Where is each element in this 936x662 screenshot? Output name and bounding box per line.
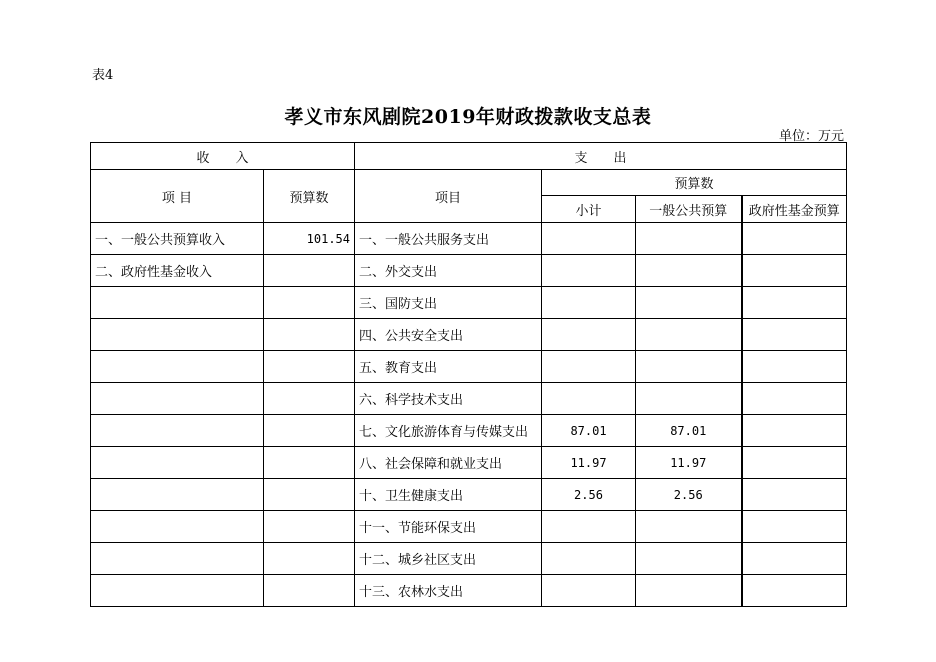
subtotal-cell xyxy=(542,511,636,543)
table-row xyxy=(91,287,847,319)
subtotal-cell: 87.01 xyxy=(542,415,636,447)
expense-item-cell: 七、文化旅游体育与传媒支出 xyxy=(355,415,542,447)
income-budget-cell xyxy=(264,479,355,511)
income-item-cell xyxy=(91,319,264,351)
subtotal-cell xyxy=(542,383,636,415)
income-budget-header: 预算数 xyxy=(264,170,355,223)
subtotal-cell xyxy=(542,319,636,351)
general-budget-cell: 2.56 xyxy=(636,479,742,511)
income-item-cell xyxy=(91,351,264,383)
fund-budget-cell xyxy=(742,575,847,607)
fund-budget-cell xyxy=(742,351,847,383)
budget-table xyxy=(90,142,847,607)
income-item-cell xyxy=(91,287,264,319)
subtotal-cell xyxy=(542,575,636,607)
expense-item-cell: 一、一般公共服务支出 xyxy=(355,223,542,255)
income-item-cell: 二、政府性基金收入 xyxy=(91,255,264,287)
income-header: 收 入 xyxy=(91,143,355,170)
sheet-label: 表4 xyxy=(92,68,114,83)
expense-item-cell: 六、科学技术支出 xyxy=(355,383,542,415)
fund-budget-cell xyxy=(742,287,847,319)
expense-item-header: 项目 xyxy=(355,170,542,223)
income-item-cell xyxy=(91,383,264,415)
income-item-cell xyxy=(91,447,264,479)
general-budget-header: 一般公共预算 xyxy=(636,196,742,223)
expense-item-cell: 八、社会保障和就业支出 xyxy=(355,447,542,479)
header-row-2 xyxy=(91,170,847,196)
income-item-cell xyxy=(91,543,264,575)
subtotal-cell xyxy=(542,223,636,255)
expense-item-cell: 十三、农林水支出 xyxy=(355,575,542,607)
general-budget-cell xyxy=(636,255,742,287)
income-item-cell xyxy=(91,511,264,543)
income-budget-cell xyxy=(264,319,355,351)
income-item-cell: 一、一般公共预算收入 xyxy=(91,223,264,255)
table-row xyxy=(91,255,847,287)
income-budget-cell xyxy=(264,543,355,575)
header-row-1 xyxy=(91,143,847,170)
fund-budget-cell xyxy=(742,447,847,479)
income-budget-cell xyxy=(264,575,355,607)
fund-budget-cell xyxy=(742,319,847,351)
income-budget-cell xyxy=(264,287,355,319)
expense-header: 支 出 xyxy=(355,143,847,170)
subtotal-cell: 2.56 xyxy=(542,479,636,511)
general-budget-cell xyxy=(636,383,742,415)
subtotal-cell xyxy=(542,255,636,287)
table-row xyxy=(91,223,847,255)
fund-budget-cell xyxy=(742,223,847,255)
general-budget-cell xyxy=(636,319,742,351)
table-row xyxy=(91,479,847,511)
income-budget-cell: 101.54 xyxy=(264,223,355,255)
fund-budget-cell xyxy=(742,383,847,415)
general-budget-cell: 87.01 xyxy=(636,415,742,447)
fund-budget-cell xyxy=(742,479,847,511)
general-budget-cell xyxy=(636,511,742,543)
table-row xyxy=(91,511,847,543)
table-row xyxy=(91,415,847,447)
fund-budget-header: 政府性基金预算 xyxy=(742,196,847,223)
fund-budget-cell xyxy=(742,543,847,575)
income-budget-cell xyxy=(264,447,355,479)
expense-item-cell: 十、卫生健康支出 xyxy=(355,479,542,511)
table-row xyxy=(91,543,847,575)
general-budget-cell xyxy=(636,543,742,575)
income-item-cell xyxy=(91,575,264,607)
income-budget-cell xyxy=(264,351,355,383)
income-budget-cell xyxy=(264,255,355,287)
expense-item-cell: 五、教育支出 xyxy=(355,351,542,383)
subtotal-cell: 11.97 xyxy=(542,447,636,479)
income-budget-cell xyxy=(264,415,355,447)
table-row xyxy=(91,383,847,415)
general-budget-cell xyxy=(636,287,742,319)
table-row xyxy=(91,575,847,607)
subtotal-cell xyxy=(542,287,636,319)
expense-item-cell: 三、国防支出 xyxy=(355,287,542,319)
unit-label: 单位：万元 xyxy=(778,129,844,144)
general-budget-cell: 11.97 xyxy=(636,447,742,479)
table-row xyxy=(91,447,847,479)
general-budget-cell xyxy=(636,223,742,255)
income-budget-cell xyxy=(264,511,355,543)
income-item-header: 项 目 xyxy=(91,170,264,223)
expense-item-cell: 十一、节能环保支出 xyxy=(355,511,542,543)
subtotal-cell xyxy=(542,543,636,575)
budget-num-header: 预算数 xyxy=(542,170,847,196)
general-budget-cell xyxy=(636,575,742,607)
table-row xyxy=(91,351,847,383)
fund-budget-cell xyxy=(742,511,847,543)
income-item-cell xyxy=(91,479,264,511)
fund-budget-cell xyxy=(742,415,847,447)
subtotal-cell xyxy=(542,351,636,383)
expense-item-cell: 二、外交支出 xyxy=(355,255,542,287)
page-title: 孝义市东风剧院2019年财政拨款收支总表 xyxy=(284,106,652,128)
table-row xyxy=(91,319,847,351)
expense-item-cell: 四、公共安全支出 xyxy=(355,319,542,351)
general-budget-cell xyxy=(636,351,742,383)
fund-budget-cell xyxy=(742,255,847,287)
income-item-cell xyxy=(91,415,264,447)
expense-item-cell: 十二、城乡社区支出 xyxy=(355,543,542,575)
income-budget-cell xyxy=(264,383,355,415)
subtotal-header: 小计 xyxy=(542,196,636,223)
